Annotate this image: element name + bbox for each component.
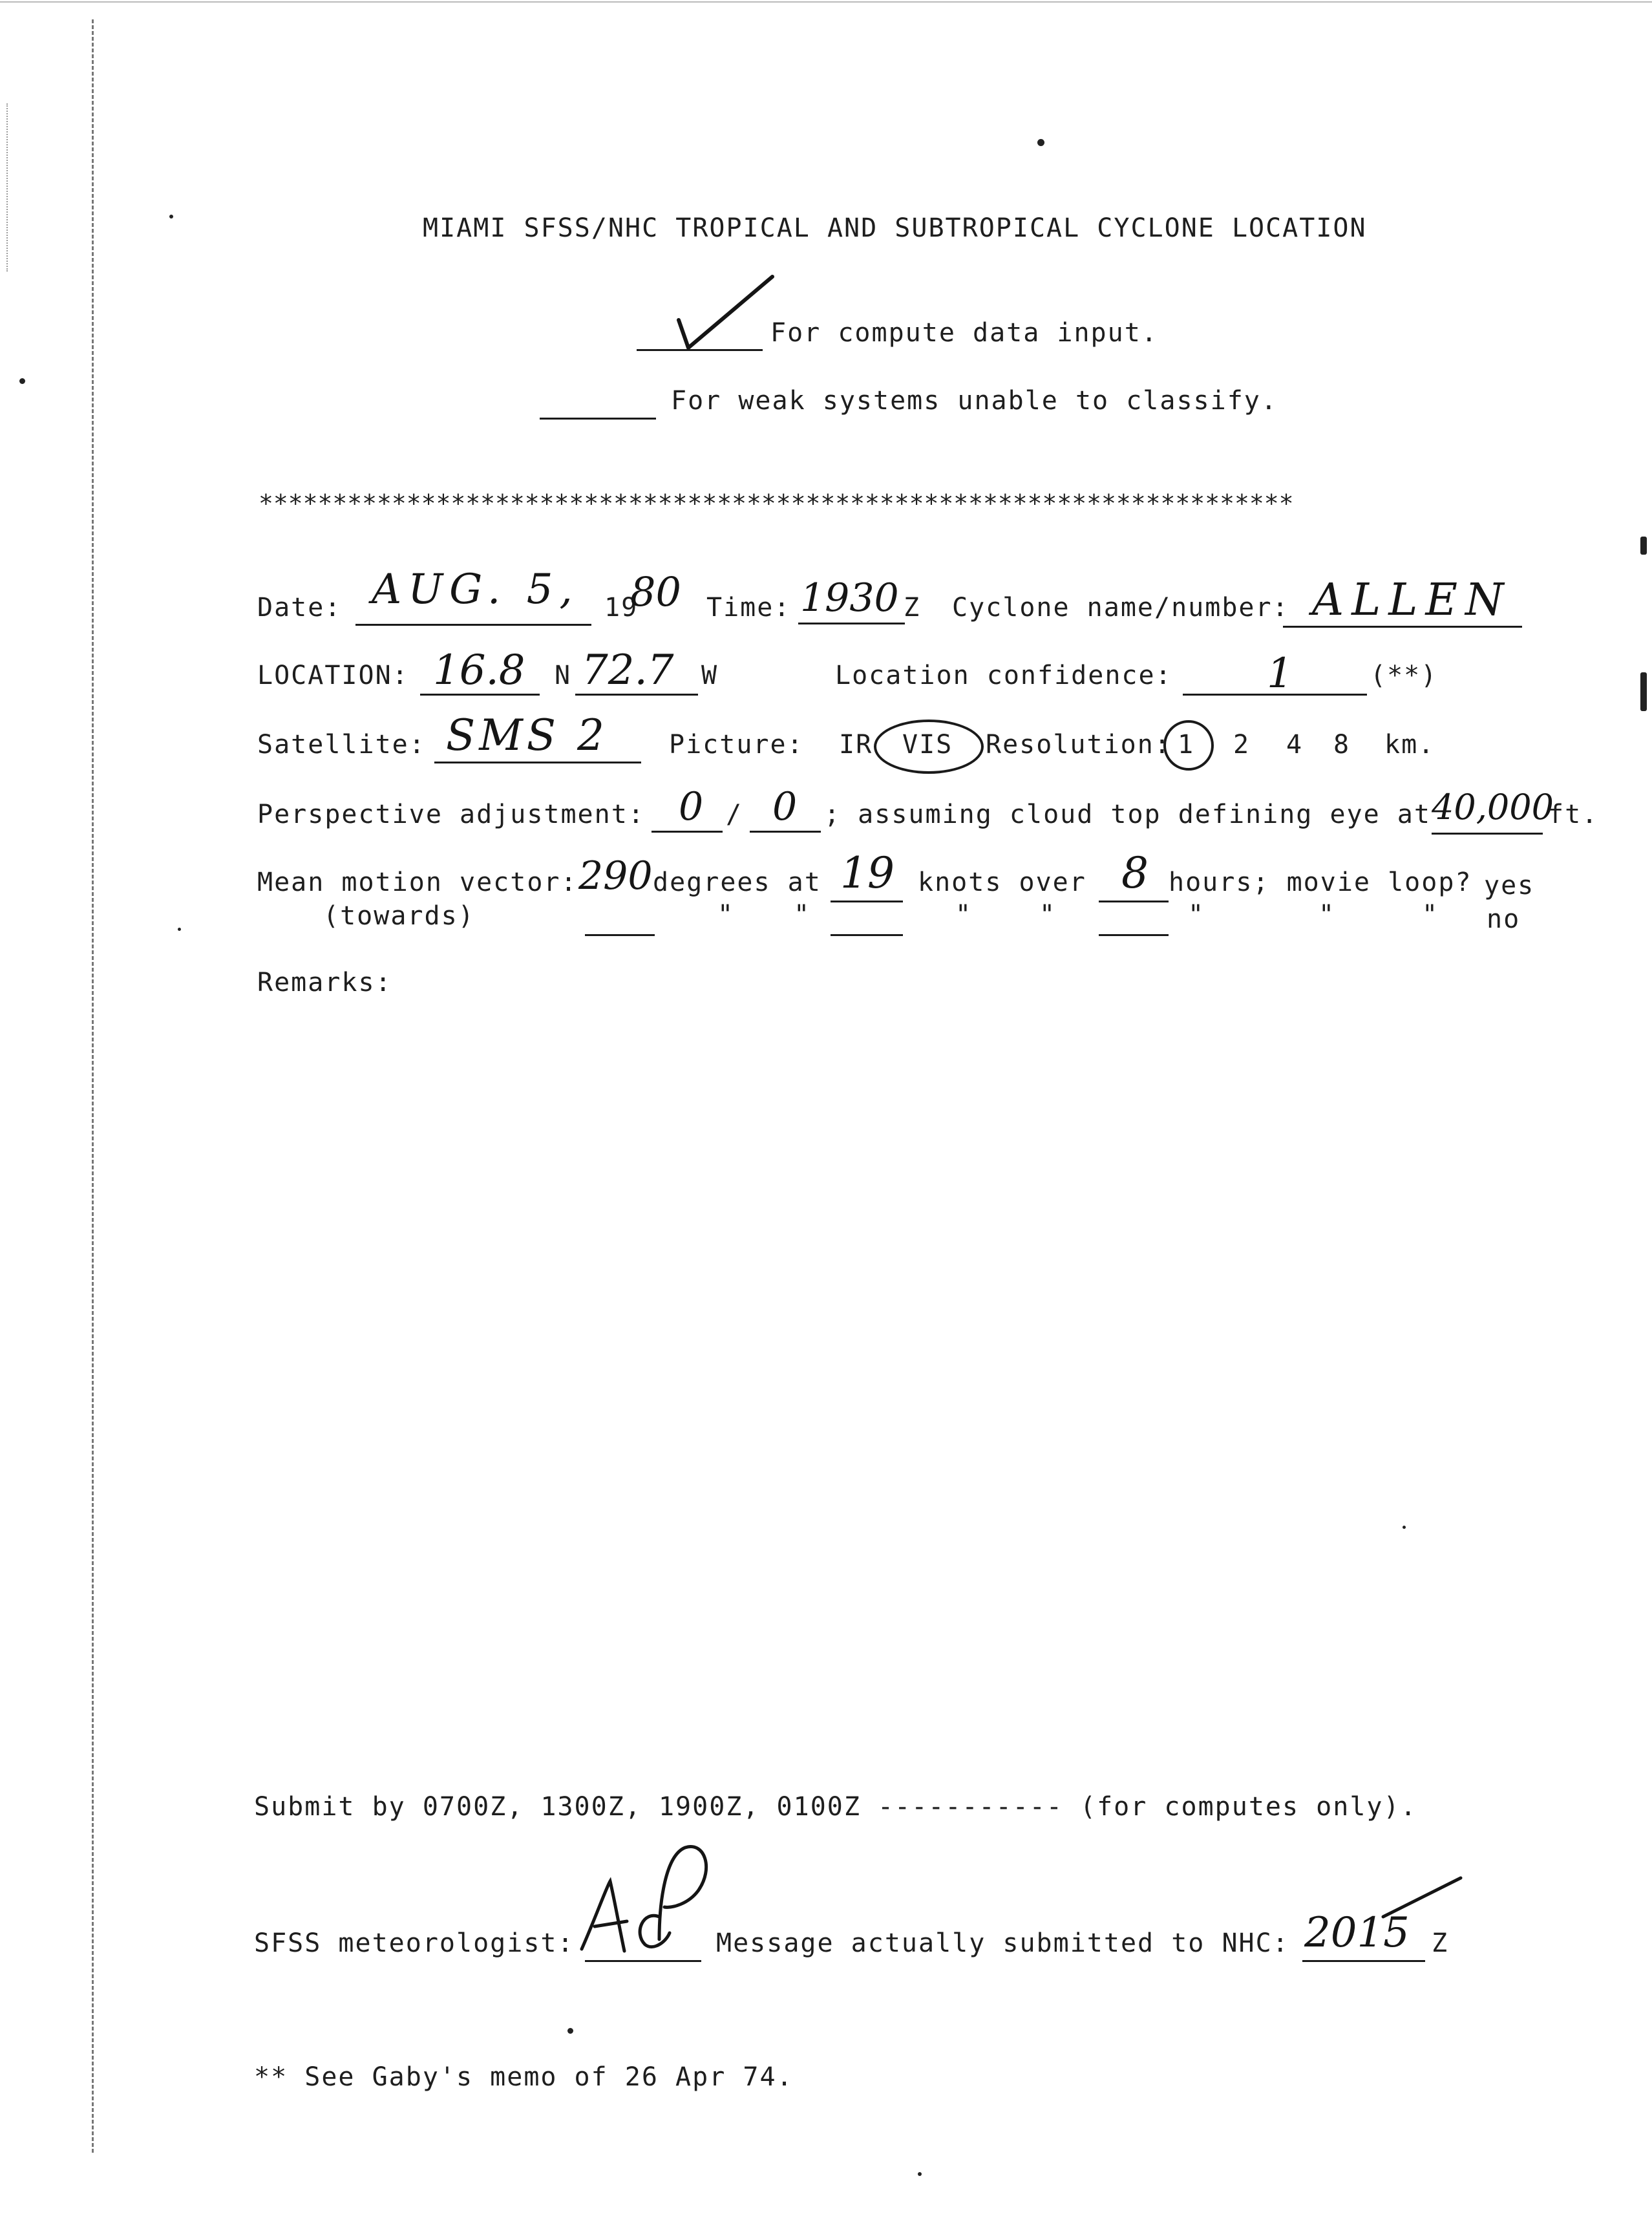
motion-knots-label: knots over bbox=[918, 868, 1086, 897]
resolution-option-8: 8 bbox=[1333, 730, 1351, 760]
time-label: Time: bbox=[706, 593, 791, 623]
submit-instructions: Submit by 0700Z, 1300Z, 1900Z, 0100Z ----------- (for computes only). bbox=[254, 1792, 1417, 1822]
date-value: AUG. 5, bbox=[372, 566, 579, 613]
time-value: 1930 bbox=[800, 575, 899, 621]
latitude-value: 16.8 bbox=[433, 646, 525, 694]
satellite-label: Satellite: bbox=[257, 730, 426, 760]
picture-option-ir: IR bbox=[839, 730, 873, 760]
confidence-note: (**) bbox=[1370, 661, 1438, 690]
submitted-time-blank bbox=[1302, 1960, 1425, 1962]
year-value: 80 bbox=[630, 568, 681, 615]
motion-knots-value: 19 bbox=[840, 848, 895, 898]
longitude-value: 72.7 bbox=[582, 646, 674, 694]
option-compute: For compute data input. bbox=[770, 318, 1158, 348]
perspective-unit: ft. bbox=[1548, 800, 1599, 829]
cyclone-name-value: ALLEN bbox=[1312, 575, 1512, 626]
message-label: Message actually submitted to NHC: bbox=[716, 1928, 1289, 1958]
separator: ********************************************************************** bbox=[259, 489, 1294, 518]
perspective-label: Perspective adjustment: bbox=[257, 800, 645, 829]
date-year-prefix: 19 bbox=[604, 593, 639, 623]
motion-no: no bbox=[1487, 904, 1521, 934]
picture-option-vis: VIS bbox=[902, 730, 953, 760]
perspective-a-value: 0 bbox=[679, 784, 704, 829]
submitted-time-value: 2015 bbox=[1304, 1909, 1410, 1957]
cyclone-label: Cyclone name/number: bbox=[952, 593, 1289, 623]
date-label: Date: bbox=[257, 593, 342, 623]
perspective-sep: / bbox=[726, 800, 743, 829]
ditto-mark: " bbox=[717, 900, 735, 930]
n-label: N bbox=[555, 661, 572, 690]
resolution-label: Resolution: bbox=[986, 730, 1171, 760]
ditto-mark: " bbox=[794, 900, 811, 930]
ditto-mark: " bbox=[1188, 900, 1205, 930]
satellite-value: SMS 2 bbox=[446, 710, 608, 760]
message-suffix: Z bbox=[1432, 1928, 1449, 1958]
footnote: ** See Gaby's memo of 26 Apr 74. bbox=[254, 2062, 794, 2092]
resolution-option-2: 2 bbox=[1233, 730, 1251, 760]
meteorologist-label: SFSS meteorologist: bbox=[254, 1928, 575, 1958]
resolution-option-4: 4 bbox=[1286, 730, 1304, 760]
confidence-value: 1 bbox=[1267, 650, 1293, 698]
resolution-unit: km. bbox=[1384, 730, 1435, 760]
ditto-mark: " bbox=[955, 900, 973, 930]
resolution-option-1: 1 bbox=[1178, 730, 1195, 760]
motion-degrees-value: 290 bbox=[578, 853, 653, 899]
w-label: W bbox=[701, 661, 719, 690]
cloud-top-value: 40,000 bbox=[1432, 787, 1554, 827]
motion-hours-value: 8 bbox=[1121, 848, 1149, 898]
form-title: MIAMI SFSS/NHC TROPICAL AND SUBTROPICAL CYCLONE LOCATION bbox=[423, 213, 1367, 243]
location-label: LOCATION: bbox=[257, 661, 409, 690]
remarks-label: Remarks: bbox=[257, 968, 392, 997]
ditto-mark: " bbox=[1318, 900, 1336, 930]
motion-degrees-label: degrees at bbox=[653, 868, 821, 897]
perspective-text: ; assuming cloud top defining eye at bbox=[824, 800, 1431, 829]
towards-label: (towards) bbox=[323, 901, 475, 931]
time-suffix: Z bbox=[904, 593, 921, 623]
perspective-b-value: 0 bbox=[772, 784, 798, 829]
motion-label: Mean motion vector: bbox=[257, 868, 578, 897]
confidence-label: Location confidence: bbox=[835, 661, 1172, 690]
option-weak: For weak systems unable to classify. bbox=[671, 386, 1278, 416]
motion-hours-label: hours; movie loop? bbox=[1169, 868, 1472, 897]
picture-label: Picture: bbox=[669, 730, 804, 760]
ditto-mark: " bbox=[1422, 900, 1439, 930]
motion-yes: yes bbox=[1484, 871, 1535, 901]
ditto-mark: " bbox=[1039, 900, 1057, 930]
